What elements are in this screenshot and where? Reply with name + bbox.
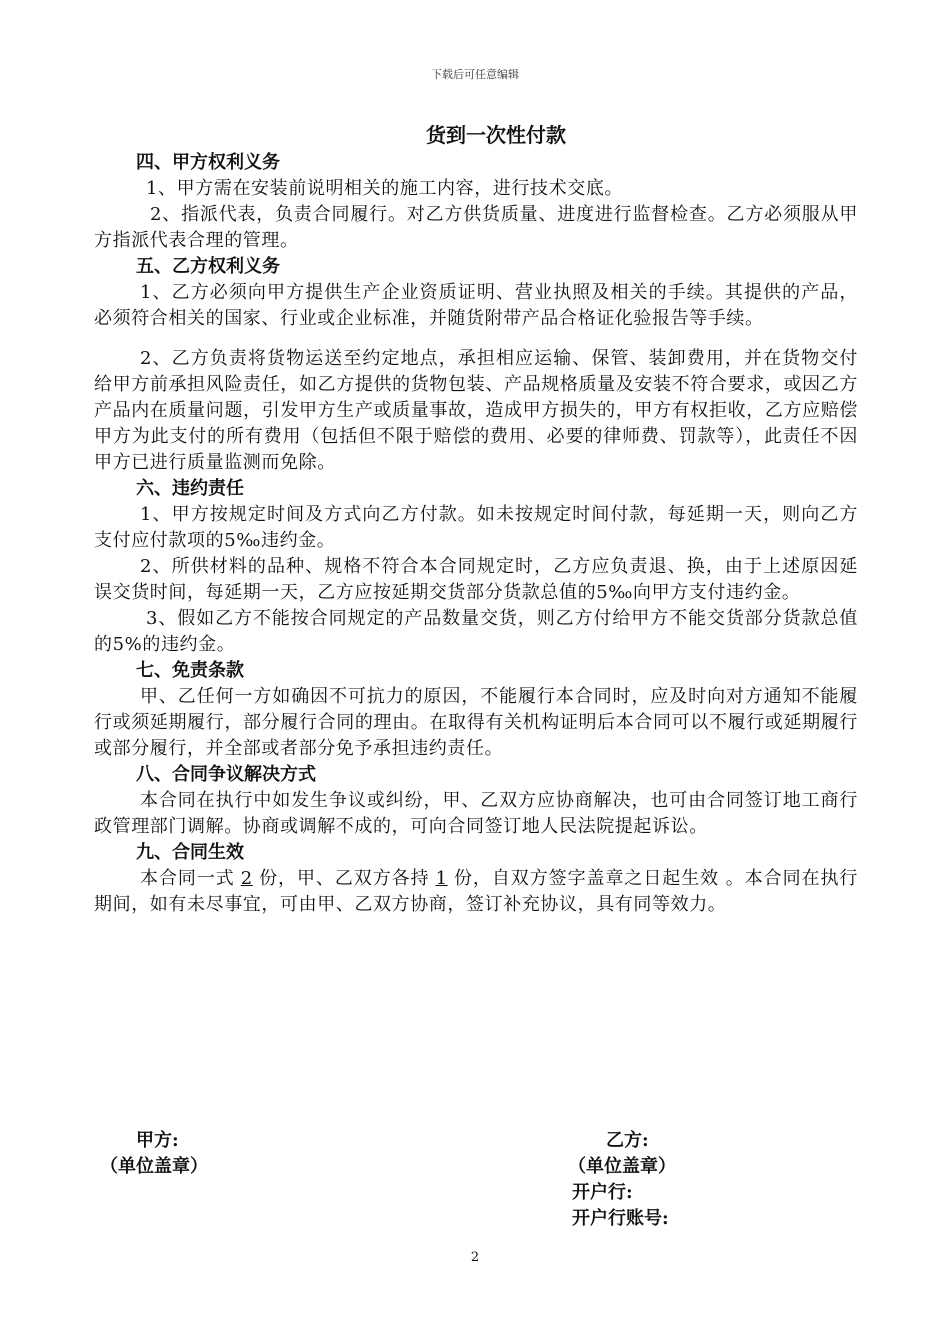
section-9-paragraph-1 [94, 866, 858, 918]
party-a-signature-block [100, 1128, 208, 1180]
contract-body [94, 120, 858, 918]
page-header-note: 下载后可任意编辑 [431, 68, 519, 81]
party-a-label: 甲方: [136, 1130, 179, 1151]
section-heading-9: 九、合同生效 [136, 842, 244, 863]
party-b-bank: 开户行: [572, 1182, 633, 1203]
section-heading-5: 五、乙方权利义务 [136, 256, 280, 277]
section-5-paragraph-2: 2、乙方负责将货物运送至约定地点，承担相应运输、保管、装卸费用，并在货物交付给甲方前承担风险责任，如乙方提供的货物包装、产品规格质量及安装不符合要求，或因乙方产品内在质量问题，引发甲方生产或质量事故，造成甲方损失的，甲方有权拒收，乙方应赔偿甲方为此支付的所有费用（包括但不限于赔偿的费用、必要的律师费、罚款等），此责任不因甲方已进行质量监测而免除。 [94, 348, 858, 473]
section-6-paragraph-1: 1、甲方按规定时间及方式向乙方付款。如未按规定时间付款，每延期一天，则向乙方支付应付款项的5‰违约金。 [94, 504, 858, 551]
document-title: 货到一次性付款 [426, 123, 566, 147]
section-5-paragraph-1: 1、乙方必须向甲方提供生产企业资质证明、营业执照及相关的手续。其提供的产品，必须符合相关的国家、行业或企业标准，并随货附带产品合格证化验报告等手续。 [94, 282, 858, 329]
section-9-text-a: 本合同一式 [140, 868, 235, 889]
section-heading-8: 八、合同争议解决方式 [136, 764, 316, 785]
party-a-seal: （单位盖章） [100, 1156, 208, 1177]
section-9-text-b: 份，甲、乙双方各持 [258, 868, 430, 889]
party-b-signature-block [568, 1128, 676, 1232]
section-4-paragraph-1: 1、甲方需在安装前说明相关的施工内容，进行技术交底。 [146, 178, 624, 199]
section-6-paragraph-2: 2、所供材料的品种、规格不符合本合同规定时，乙方应负责退、换，由于上述原因延误交货时间，每延期一天，乙方应按延期交货部分货款总值的5‰向甲方支付违约金。 [94, 556, 858, 603]
section-heading-4: 四、甲方权利义务 [136, 152, 280, 173]
section-9-text-c: 份，自双方签字盖章之日起生效 。本合同在执行期间，如有未尽事宜，可由甲、乙双方协商，签订补充协议，具有同等效力。 [94, 868, 859, 915]
copies-each-blank: 1 [435, 868, 448, 889]
section-7-paragraph-1: 甲、乙任何一方如确因不可抗力的原因，不能履行本合同时，应及时向对方通知不能履行或须延期履行，部分履行合同的理由。在取得有关机构证明后本合同可以不履行或延期履行或部分履行，并全部或者部分免予承担违约责任。 [94, 686, 858, 759]
party-b-account: 开户行账号: [572, 1208, 669, 1229]
section-heading-7: 七、免责条款 [136, 660, 244, 681]
section-6-paragraph-3: 3、假如乙方不能按合同规定的产品数量交货，则乙方付给甲方不能交货部分货款总值的5%的违约金。 [94, 608, 858, 655]
paragraph-spacer [94, 332, 858, 346]
section-4-paragraph-2: 2、指派代表，负责合同履行。对乙方供货质量、进度进行监督检查。乙方必须服从甲方指派代表合理的管理。 [94, 204, 858, 251]
party-b-label: 乙方: [606, 1130, 649, 1151]
party-b-seal: （单位盖章） [568, 1156, 676, 1177]
section-heading-6: 六、违约责任 [136, 478, 244, 499]
page-number: 2 [470, 1250, 480, 1265]
copies-total-blank: 2 [240, 868, 253, 889]
section-8-paragraph-1: 本合同在执行中如发生争议或纠纷，甲、乙双方应协商解决，也可由合同签订地工商行政管理部门调解。协商或调解不成的，可向合同签订地人民法院提起诉讼。 [94, 790, 858, 837]
